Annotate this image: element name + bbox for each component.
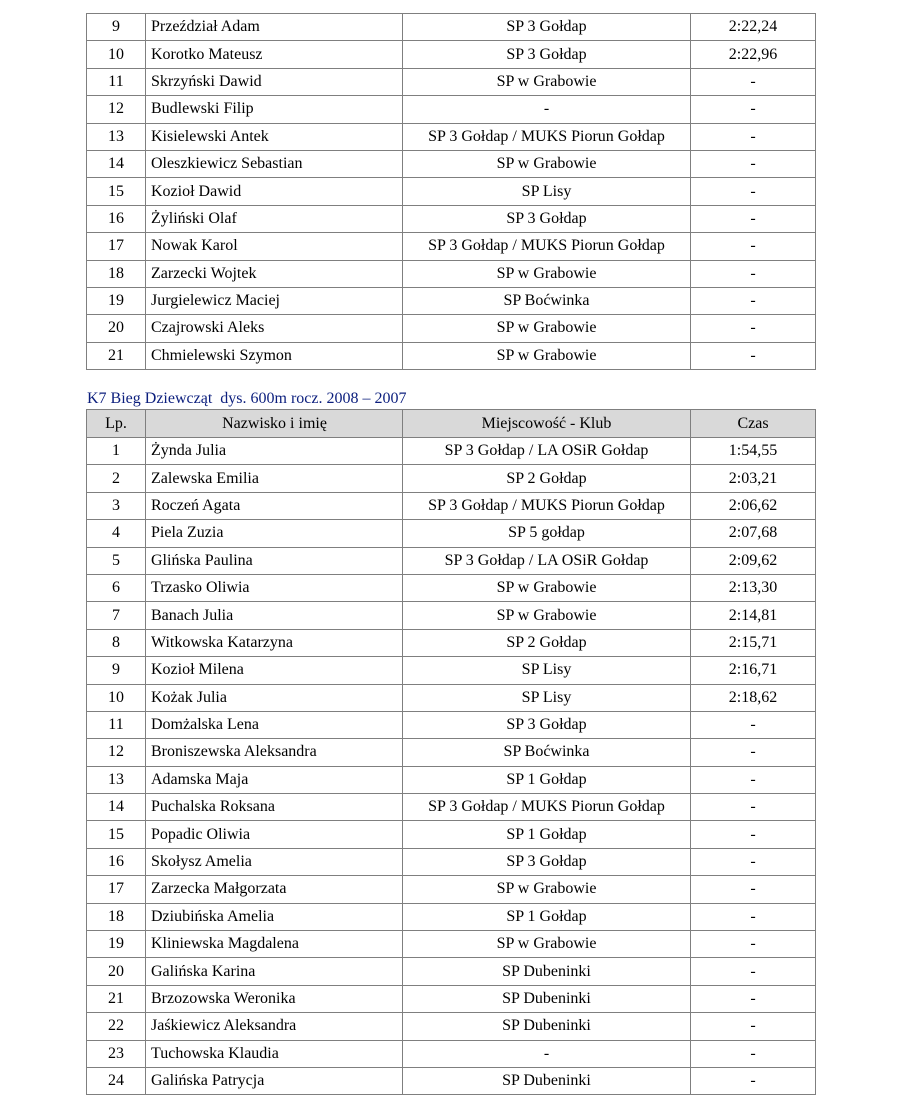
cell-club: SP Boćwinka (403, 739, 691, 766)
cell-name: Roczeń Agata (146, 492, 403, 519)
cell-time: 2:06,62 (691, 492, 816, 519)
cell-club: SP 2 Gołdap (403, 629, 691, 656)
cell-club: SP 3 Gołdap / MUKS Piorun Gołdap (403, 233, 691, 260)
header-name: Nazwisko i imię (146, 410, 403, 438)
table-row (87, 985, 816, 1012)
cell-club: SP w Grabowie (403, 150, 691, 177)
cell-lp: 2 (87, 465, 146, 492)
cell-lp: 4 (87, 520, 146, 547)
cell-club: SP 5 gołdap (403, 520, 691, 547)
cell-time: 2:03,21 (691, 465, 816, 492)
cell-time: 2:13,30 (691, 574, 816, 601)
cell-club: SP 3 Gołdap (403, 14, 691, 41)
cell-name: Nowak Karol (146, 233, 403, 260)
cell-lp: 13 (87, 123, 146, 150)
cell-name: Witkowska Katarzyna (146, 629, 403, 656)
cell-name: Domżalska Lena (146, 711, 403, 738)
cell-lp: 14 (87, 150, 146, 177)
cell-time: - (691, 711, 816, 738)
table-row (87, 14, 816, 41)
cell-time: 1:54,55 (691, 438, 816, 465)
cell-lp: 24 (87, 1067, 146, 1094)
cell-time: - (691, 96, 816, 123)
cell-club: SP 3 Gołdap (403, 41, 691, 68)
cell-time: - (691, 178, 816, 205)
table-row (87, 96, 816, 123)
cell-time: - (691, 68, 816, 95)
cell-lp: 21 (87, 342, 146, 369)
cell-lp: 6 (87, 574, 146, 601)
cell-name: Kliniewska Magdalena (146, 931, 403, 958)
table-row (87, 315, 816, 342)
cell-name: Czajrowski Aleks (146, 315, 403, 342)
cell-name: Jaśkiewicz Aleksandra (146, 1013, 403, 1040)
header-club: Miejscowość - Klub (403, 410, 691, 438)
cell-club: SP w Grabowie (403, 931, 691, 958)
cell-name: Trzasko Oliwia (146, 574, 403, 601)
cell-name: Zarzecki Wojtek (146, 260, 403, 287)
cell-lp: 18 (87, 260, 146, 287)
cell-name: Żynda Julia (146, 438, 403, 465)
cell-time: - (691, 739, 816, 766)
cell-club: SP w Grabowie (403, 315, 691, 342)
cell-club: SP 3 Gołdap / MUKS Piorun Gołdap (403, 794, 691, 821)
cell-club: SP 3 Gołdap / LA OSiR Gołdap (403, 438, 691, 465)
cell-lp: 5 (87, 547, 146, 574)
table-row (87, 711, 816, 738)
cell-name: Zarzecka Małgorzata (146, 876, 403, 903)
cell-time: - (691, 848, 816, 875)
cell-club: - (403, 96, 691, 123)
table-row (87, 68, 816, 95)
cell-club: SP Lisy (403, 657, 691, 684)
cell-name: Skrzyński Dawid (146, 68, 403, 95)
table-row (87, 794, 816, 821)
cell-club: SP Dubeninki (403, 958, 691, 985)
cell-club: SP Lisy (403, 178, 691, 205)
cell-club: SP Dubeninki (403, 1067, 691, 1094)
cell-lp: 20 (87, 315, 146, 342)
cell-name: Glińska Paulina (146, 547, 403, 574)
cell-lp: 1 (87, 438, 146, 465)
cell-club: SP 2 Gołdap (403, 465, 691, 492)
cell-time: - (691, 123, 816, 150)
cell-name: Korotko Mateusz (146, 41, 403, 68)
cell-club: SP 3 Gołdap / LA OSiR Gołdap (403, 547, 691, 574)
cell-name: Galińska Patrycja (146, 1067, 403, 1094)
cell-club: SP w Grabowie (403, 574, 691, 601)
table-row (87, 233, 816, 260)
cell-name: Banach Julia (146, 602, 403, 629)
cell-name: Brzozowska Weronika (146, 985, 403, 1012)
table-row (87, 821, 816, 848)
cell-name: Kożak Julia (146, 684, 403, 711)
results-table-body (87, 438, 816, 1095)
cell-time: - (691, 287, 816, 314)
cell-club: - (403, 1040, 691, 1067)
table-row (87, 260, 816, 287)
cell-name: Popadic Oliwia (146, 821, 403, 848)
table-row (87, 629, 816, 656)
cell-name: Jurgielewicz Maciej (146, 287, 403, 314)
table-row (87, 520, 816, 547)
cell-club: SP w Grabowie (403, 342, 691, 369)
results-table-body (87, 14, 816, 370)
table-row (87, 931, 816, 958)
table-row (87, 602, 816, 629)
cell-lp: 11 (87, 68, 146, 95)
cell-time: - (691, 233, 816, 260)
cell-lp: 19 (87, 931, 146, 958)
cell-club: SP 1 Gołdap (403, 766, 691, 793)
cell-club: SP w Grabowie (403, 876, 691, 903)
cell-time: - (691, 794, 816, 821)
cell-time: - (691, 150, 816, 177)
table-row (87, 766, 816, 793)
cell-lp: 20 (87, 958, 146, 985)
cell-lp: 11 (87, 711, 146, 738)
cell-name: Budlewski Filip (146, 96, 403, 123)
cell-club: SP Boćwinka (403, 287, 691, 314)
cell-name: Adamska Maja (146, 766, 403, 793)
cell-club: SP Dubeninki (403, 1013, 691, 1040)
table-row (87, 205, 816, 232)
cell-time: 2:22,24 (691, 14, 816, 41)
cell-lp: 17 (87, 233, 146, 260)
cell-name: Chmielewski Szymon (146, 342, 403, 369)
cell-lp: 8 (87, 629, 146, 656)
cell-lp: 3 (87, 492, 146, 519)
cell-time: - (691, 205, 816, 232)
cell-name: Kisielewski Antek (146, 123, 403, 150)
cell-time: 2:16,71 (691, 657, 816, 684)
cell-name: Przeździał Adam (146, 14, 403, 41)
cell-club: SP w Grabowie (403, 260, 691, 287)
table-row (87, 903, 816, 930)
table-row (87, 150, 816, 177)
table-row (87, 684, 816, 711)
cell-lp: 10 (87, 41, 146, 68)
table-header-row (87, 410, 816, 438)
cell-club: SP 1 Gołdap (403, 903, 691, 930)
cell-lp: 15 (87, 178, 146, 205)
cell-club: SP Lisy (403, 684, 691, 711)
cell-time: - (691, 931, 816, 958)
cell-name: Puchalska Roksana (146, 794, 403, 821)
table-row (87, 1067, 816, 1094)
cell-lp: 18 (87, 903, 146, 930)
cell-lp: 22 (87, 1013, 146, 1040)
cell-lp: 21 (87, 985, 146, 1012)
cell-name: Dziubińska Amelia (146, 903, 403, 930)
cell-name: Kozioł Dawid (146, 178, 403, 205)
cell-name: Oleszkiewicz Sebastian (146, 150, 403, 177)
cell-lp: 15 (87, 821, 146, 848)
cell-club: SP Dubeninki (403, 985, 691, 1012)
table-row (87, 739, 816, 766)
cell-time: 2:07,68 (691, 520, 816, 547)
header-lp: Lp. (87, 410, 146, 438)
cell-name: Zalewska Emilia (146, 465, 403, 492)
table-row (87, 958, 816, 985)
cell-lp: 9 (87, 657, 146, 684)
cell-lp: 9 (87, 14, 146, 41)
cell-time: - (691, 985, 816, 1012)
cell-name: Skołysz Amelia (146, 848, 403, 875)
table-row (87, 492, 816, 519)
cell-lp: 19 (87, 287, 146, 314)
cell-time: - (691, 766, 816, 793)
table-row (87, 657, 816, 684)
table-row (87, 574, 816, 601)
cell-club: SP 3 Gołdap (403, 848, 691, 875)
cell-time: 2:09,62 (691, 547, 816, 574)
cell-name: Galińska Karina (146, 958, 403, 985)
cell-club: SP 1 Gołdap (403, 821, 691, 848)
table-row (87, 1040, 816, 1067)
cell-time: - (691, 260, 816, 287)
table-row (87, 848, 816, 875)
cell-lp: 16 (87, 205, 146, 232)
cell-club: SP 3 Gołdap (403, 711, 691, 738)
cell-lp: 23 (87, 1040, 146, 1067)
cell-time: - (691, 315, 816, 342)
cell-lp: 12 (87, 739, 146, 766)
cell-club: SP 3 Gołdap / MUKS Piorun Gołdap (403, 492, 691, 519)
cell-time: 2:22,96 (691, 41, 816, 68)
cell-lp: 14 (87, 794, 146, 821)
cell-time: - (691, 1013, 816, 1040)
table-row (87, 178, 816, 205)
cell-time: - (691, 821, 816, 848)
cell-name: Broniszewska Aleksandra (146, 739, 403, 766)
cell-time: - (691, 903, 816, 930)
cell-club: SP w Grabowie (403, 602, 691, 629)
table-row (87, 342, 816, 369)
cell-lp: 17 (87, 876, 146, 903)
cell-lp: 10 (87, 684, 146, 711)
cell-time: - (691, 1040, 816, 1067)
cell-time: - (691, 342, 816, 369)
table-row (87, 287, 816, 314)
cell-name: Kozioł Milena (146, 657, 403, 684)
table-row (87, 438, 816, 465)
cell-name: Żyliński Olaf (146, 205, 403, 232)
section-title: K7 Bieg Dziewcząt dys. 600m rocz. 2008 – 2007 (87, 390, 407, 407)
header-time: Czas (691, 410, 816, 438)
table-row (87, 123, 816, 150)
cell-lp: 12 (87, 96, 146, 123)
table-row (87, 547, 816, 574)
cell-time: 2:18,62 (691, 684, 816, 711)
cell-name: Piela Zuzia (146, 520, 403, 547)
cell-lp: 13 (87, 766, 146, 793)
results-table-boys (86, 13, 816, 370)
cell-lp: 16 (87, 848, 146, 875)
table-row (87, 876, 816, 903)
cell-club: SP 3 Gołdap / MUKS Piorun Gołdap (403, 123, 691, 150)
table-row (87, 1013, 816, 1040)
cell-club: SP 3 Gołdap (403, 205, 691, 232)
table-row (87, 41, 816, 68)
cell-time: - (691, 1067, 816, 1094)
cell-time: - (691, 876, 816, 903)
table-row (87, 465, 816, 492)
cell-time: 2:14,81 (691, 602, 816, 629)
cell-name: Tuchowska Klaudia (146, 1040, 403, 1067)
results-table-girls (86, 409, 816, 1095)
cell-time: 2:15,71 (691, 629, 816, 656)
cell-club: SP w Grabowie (403, 68, 691, 95)
cell-time: - (691, 958, 816, 985)
cell-lp: 7 (87, 602, 146, 629)
